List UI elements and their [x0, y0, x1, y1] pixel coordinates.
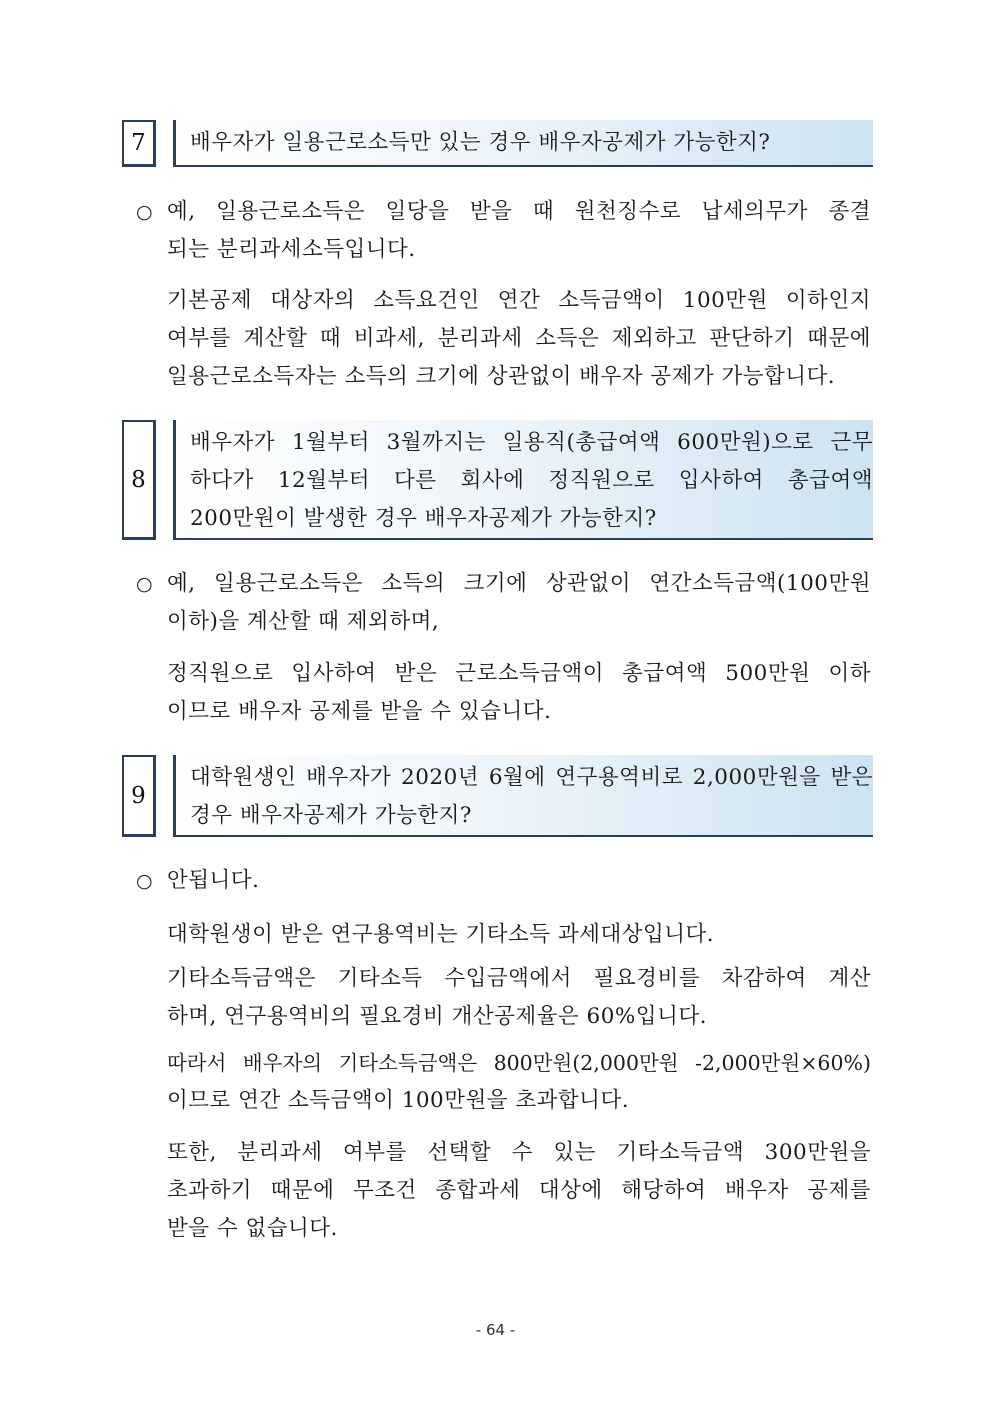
question-box	[173, 420, 873, 540]
text-line: 기타소득금액은 기타소득 수입금액에서 필요경비를 차감하여 계산	[167, 966, 871, 991]
question-9	[122, 755, 873, 837]
question-box	[173, 120, 873, 167]
question-line: 배우자가 1월부터 3월까지는 일용직(총급여액 600만원)으로 근무	[190, 430, 873, 455]
text-line: 예, 일용근로소득은 일당을 받을 때 원천징수로 납세의무가 종결	[167, 199, 871, 224]
question-number: 8	[122, 420, 156, 540]
answer-9-para-4	[167, 1044, 871, 1120]
text-line: 또한, 분리과세 여부를 선택할 수 있는 기타소득금액 300만원을	[167, 1140, 871, 1165]
text-line: 이므로 연간 소득금액이 100만원을 초과합니다.	[167, 1088, 630, 1113]
answer-bullet: ○	[136, 573, 153, 595]
answer-7-para-2	[167, 282, 871, 396]
question-line: 하다가 12월부터 다른 회사에 정직원으로 입사하여 총급여액	[190, 468, 873, 493]
text-line: 초과하기 때문에 무조건 종합과세 대상에 해당하여 배우자 공제를	[167, 1178, 871, 1203]
question-line: 경우 배우자공제가 가능한지?	[190, 803, 472, 828]
question-line: 대학원생인 배우자가 2020년 6월에 연구용역비로 2,000만원을 받은	[190, 765, 873, 790]
text-line: 따라서 배우자의 기타소득금액은 800만원(2,000만원 -2,000만원×60%)	[167, 1051, 871, 1075]
answer-8-para-2	[167, 655, 871, 731]
text-line: 안됩니다.	[167, 868, 260, 893]
answer-9-para-2	[167, 916, 871, 954]
text-line: 하며, 연구용역비의 필요경비 개산공제율은 60%입니다.	[167, 1004, 707, 1029]
page-number: - 64 -	[475, 1321, 516, 1339]
question-line: 배우자가 일용근로소득만 있는 경우 배우자공제가 가능한지?	[190, 130, 771, 155]
answer-9-para-5	[167, 1134, 871, 1248]
text-line: 정직원으로 입사하여 받은 근로소득금액이 총급여액 500만원 이하	[167, 661, 871, 686]
question-number: 7	[122, 120, 156, 167]
answer-8-para-1	[167, 565, 871, 641]
question-8	[122, 420, 873, 540]
answer-9-para-3	[167, 960, 871, 1036]
answer-bullet: ○	[136, 201, 153, 223]
answer-9-para-1	[167, 862, 871, 900]
question-line: 200만원이 발생한 경우 배우자공제가 가능한지?	[190, 506, 657, 531]
text-line: 예, 일용근로소득은 소득의 크기에 상관없이 연간소득금액(100만원	[167, 571, 871, 596]
text-line: 여부를 계산할 때 비과세, 분리과세 소득은 제외하고 판단하기 때문에	[167, 326, 871, 351]
answer-bullet: ○	[136, 870, 153, 892]
question-box	[173, 755, 873, 837]
text-line: 받을 수 없습니다.	[167, 1216, 338, 1241]
text-line: 기본공제 대상자의 소득요건인 연간 소득금액이 100만원 이하인지	[167, 288, 871, 313]
text-line: 일용근로소득자는 소득의 크기에 상관없이 배우자 공제가 가능합니다.	[167, 364, 836, 389]
text-line: 대학원생이 받은 연구용역비는 기타소득 과세대상입니다.	[167, 922, 715, 947]
question-7	[122, 120, 873, 167]
text-line: 되는 분리과세소득입니다.	[167, 237, 416, 262]
text-line: 이하)을 계산할 때 제외하며,	[167, 609, 440, 634]
question-number: 9	[122, 755, 156, 837]
text-line: 이므로 배우자 공제를 받을 수 있습니다.	[167, 699, 552, 724]
answer-7-para-1	[167, 193, 871, 269]
